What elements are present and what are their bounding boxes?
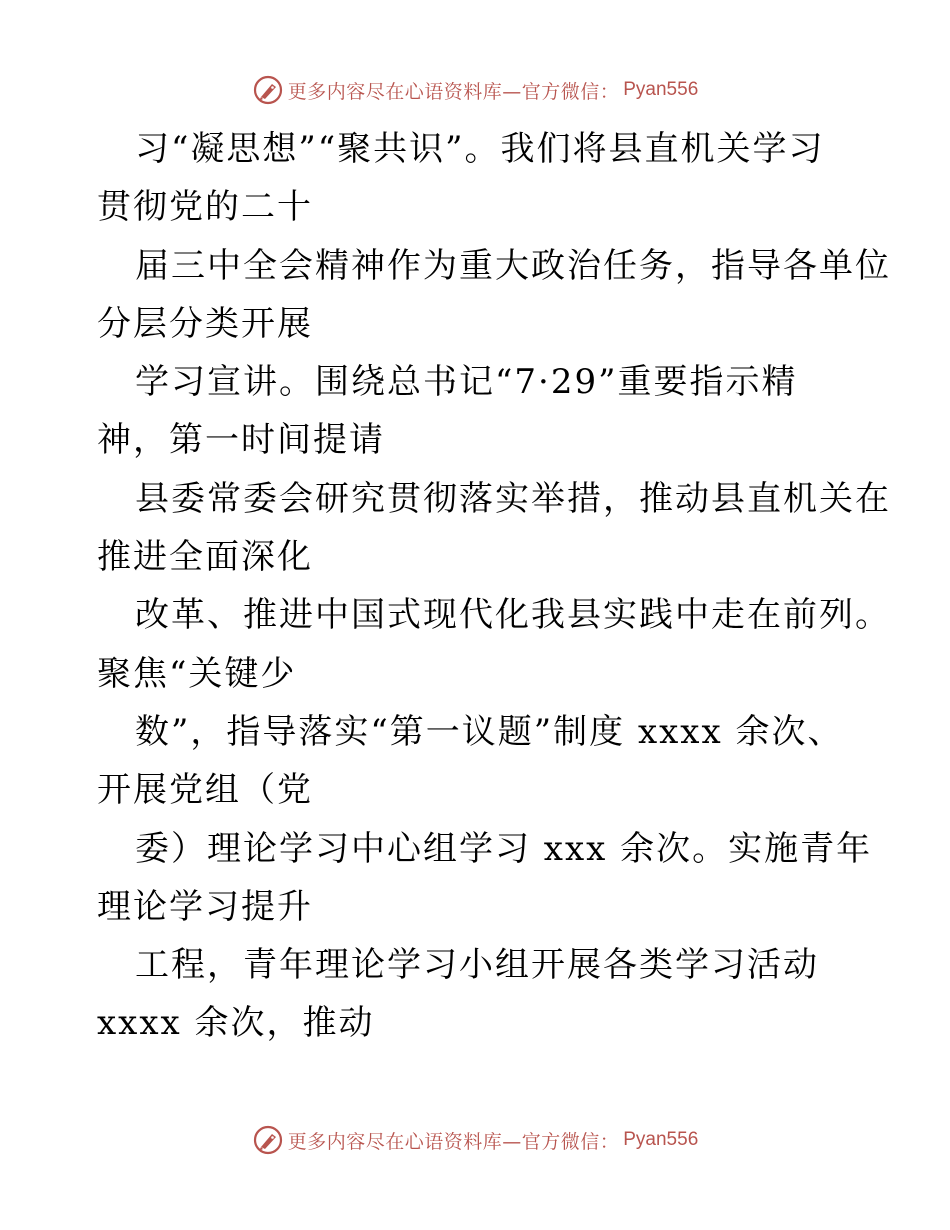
watermark-text: 更多内容尽在心语资料库—官方微信： <box>287 80 620 103</box>
text-line: 学习宣讲。围绕总书记“7·29”重要指示精 <box>135 362 798 403</box>
text-line: 聚焦“关键少 <box>97 653 297 694</box>
page-footer-watermark <box>0 1122 950 1158</box>
text-line: 贯彻党的二十 <box>97 187 313 228</box>
text-line: 改革、推进中国式现代化我县实践中走在前列。 <box>135 595 891 636</box>
watermark-account: Pyan556 <box>623 79 699 100</box>
text-line: 分层分类开展 <box>97 303 313 344</box>
text-line: 习“凝思想”“聚共识”。我们将县直机关学习 <box>135 129 825 169</box>
watermark-brand <box>252 1124 699 1156</box>
watermark-account: Pyan556 <box>623 1129 699 1150</box>
pen-nib-logo-icon <box>252 1124 284 1156</box>
text-line: 县委常委会研究贯彻落实举措，推动县直机关在 <box>135 478 891 519</box>
text-line: 理论学习提升 <box>97 886 313 927</box>
text-line: 推进全面深化 <box>97 537 313 578</box>
text-line: 委）理论学习中心组学习 xxx 余次。实施青年 <box>135 828 873 869</box>
text-line: 届三中全会精神作为重大政治任务，指导各单位 <box>135 245 891 286</box>
text-line: 工程，青年理论学习小组开展各类学习活动 <box>135 945 819 986</box>
text-line: 开展党组（党 <box>97 770 313 811</box>
text-line: 数”，指导落实“第一议题”制度 xxxx 余次、 <box>135 711 844 752</box>
watermark-brand <box>252 74 699 106</box>
watermark-text: 更多内容尽在心语资料库—官方微信： <box>287 1130 620 1153</box>
text-line: 神，第一时间提请 <box>97 420 385 461</box>
text-line: xxxx 余次，推动 <box>97 1003 375 1044</box>
document-body <box>97 120 891 1053</box>
page-header-watermark <box>0 72 950 108</box>
pen-nib-logo-icon <box>252 74 284 106</box>
